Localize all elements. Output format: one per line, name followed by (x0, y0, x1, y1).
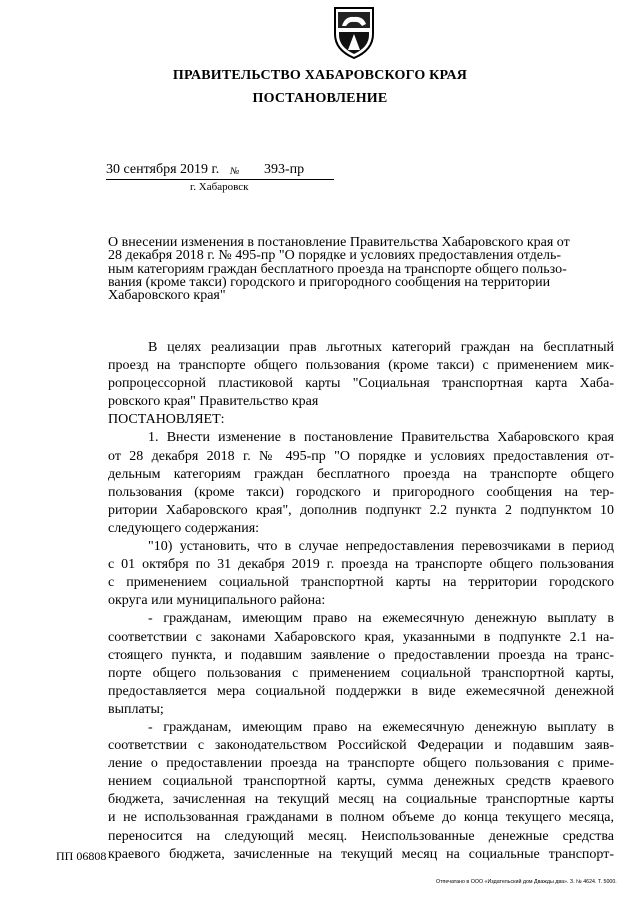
resolves-heading: ПОСТАНОВЛЯЕТ: (108, 412, 225, 428)
number-label: № (230, 166, 240, 177)
body-line: с 01 октября по 31 декабря 2019 г. проезда на транспорте общего пользования (108, 557, 614, 573)
title-line: 28 декабря 2018 г. № 495-пр "О порядке и условиях предоставления отдель- (108, 248, 562, 264)
title-line: Хабаровского края" (108, 288, 226, 304)
body-line: соответствии с законодательством Российской Федерации и подавшим заяв- (108, 738, 614, 754)
body-line: и не использованная гражданами в полном объеме до конца текущего месяца, (108, 810, 614, 826)
body-line: стоящего пункта, и подавшим заявление о предоставлении проезда на транс- (108, 647, 614, 663)
body-line: ропроцессорной пластиковой карты "Социальная транспортная карта Хаба- (108, 376, 614, 392)
body-line: "10) установить, что в случае непредоставления перевозчиками в период (148, 539, 614, 555)
body-line: нением социальной транспортной карты, сумма денежных средств краевого (108, 774, 614, 790)
title-line: вания (кроме такси) городского и пригородного сообщения на территории (108, 274, 551, 290)
title-line: ным категориям граждан бесплатного проезда на транспорте общего пользо- (108, 261, 567, 277)
document-body (108, 339, 614, 864)
body-line: от 28 декабря 2018 г. № 495-пр "О порядке и условиях предоставления от- (108, 448, 614, 464)
body-line: дельным категориям граждан бесплатного проезда на транспорте общего (108, 466, 614, 482)
title-line: О внесении изменения в постановление Правительства Хабаровского края от (108, 235, 570, 250)
body-line: ровского края" Правительство края (108, 394, 319, 410)
body-line: бюджета, зачисленная на текущий месяц на социальные транспортные карты (108, 792, 614, 808)
body-line: переносится на следующий месяц. Неиспользованные денежные средства (108, 828, 614, 844)
print-note: Отпечатано в ООО «Издательский дом Дважды два». З. № 4624. Т. 5000. (436, 879, 617, 885)
document-date: 30 сентября 2019 г. (106, 162, 220, 177)
document-type: ПОСТАНОВЛЕНИЕ (252, 91, 388, 106)
body-line: пользования (кроме такси) городского и пригородного сообщения на тер- (108, 484, 614, 500)
document-title (108, 236, 614, 302)
body-line: порте общего пользования с применением социальной транспортной карты, (108, 665, 614, 681)
document-number: 393-пр (264, 162, 305, 177)
body-line: предоставляется мера социальной поддержки в виде ежемесячной денежной (108, 683, 614, 699)
body-line: выплаты; (108, 701, 164, 717)
body-line: краевого бюджета, зачисленные на текущий месяц на социальные транспорт- (108, 846, 614, 862)
document-code: ПП 06808 (56, 849, 107, 863)
date-underline (106, 179, 334, 180)
body-line: следующего содержания: (108, 520, 260, 536)
body-line: - гражданам, имеющим право на ежемесячную денежную выплату в (148, 719, 614, 735)
body-line: проезд на транспорте общего пользования (кроме такси) с применением мик- (108, 358, 614, 374)
body-line: В целях реализации прав льготных категорий граждан на бесплатный (148, 340, 614, 355)
body-line: с применением социальной транспортной карты на территории городского (108, 575, 614, 591)
document-city: г. Хабаровск (190, 181, 249, 193)
body-line: соответствии с законами Хабаровского края, указанными в подпункте 2.1 на- (108, 629, 614, 645)
body-line: - гражданам, имеющим право на ежемесячную денежную выплату в (148, 611, 614, 627)
body-line: 1. Внести изменение в постановление Правительства Хабаровского края (148, 430, 614, 446)
government-name: ПРАВИТЕЛЬСТВО ХАБАРОВСКОГО КРАЯ (172, 68, 468, 83)
body-line: округа или муниципального района: (108, 593, 326, 609)
body-line: ритории Хабаровского края", дополнив подпункт 2.2 пункта 2 подпунктом 10 (108, 502, 614, 518)
coat-of-arms-emblem (329, 4, 379, 60)
body-line: ление о предоставлении проезда на транспорте общего пользования с приме- (108, 756, 614, 772)
